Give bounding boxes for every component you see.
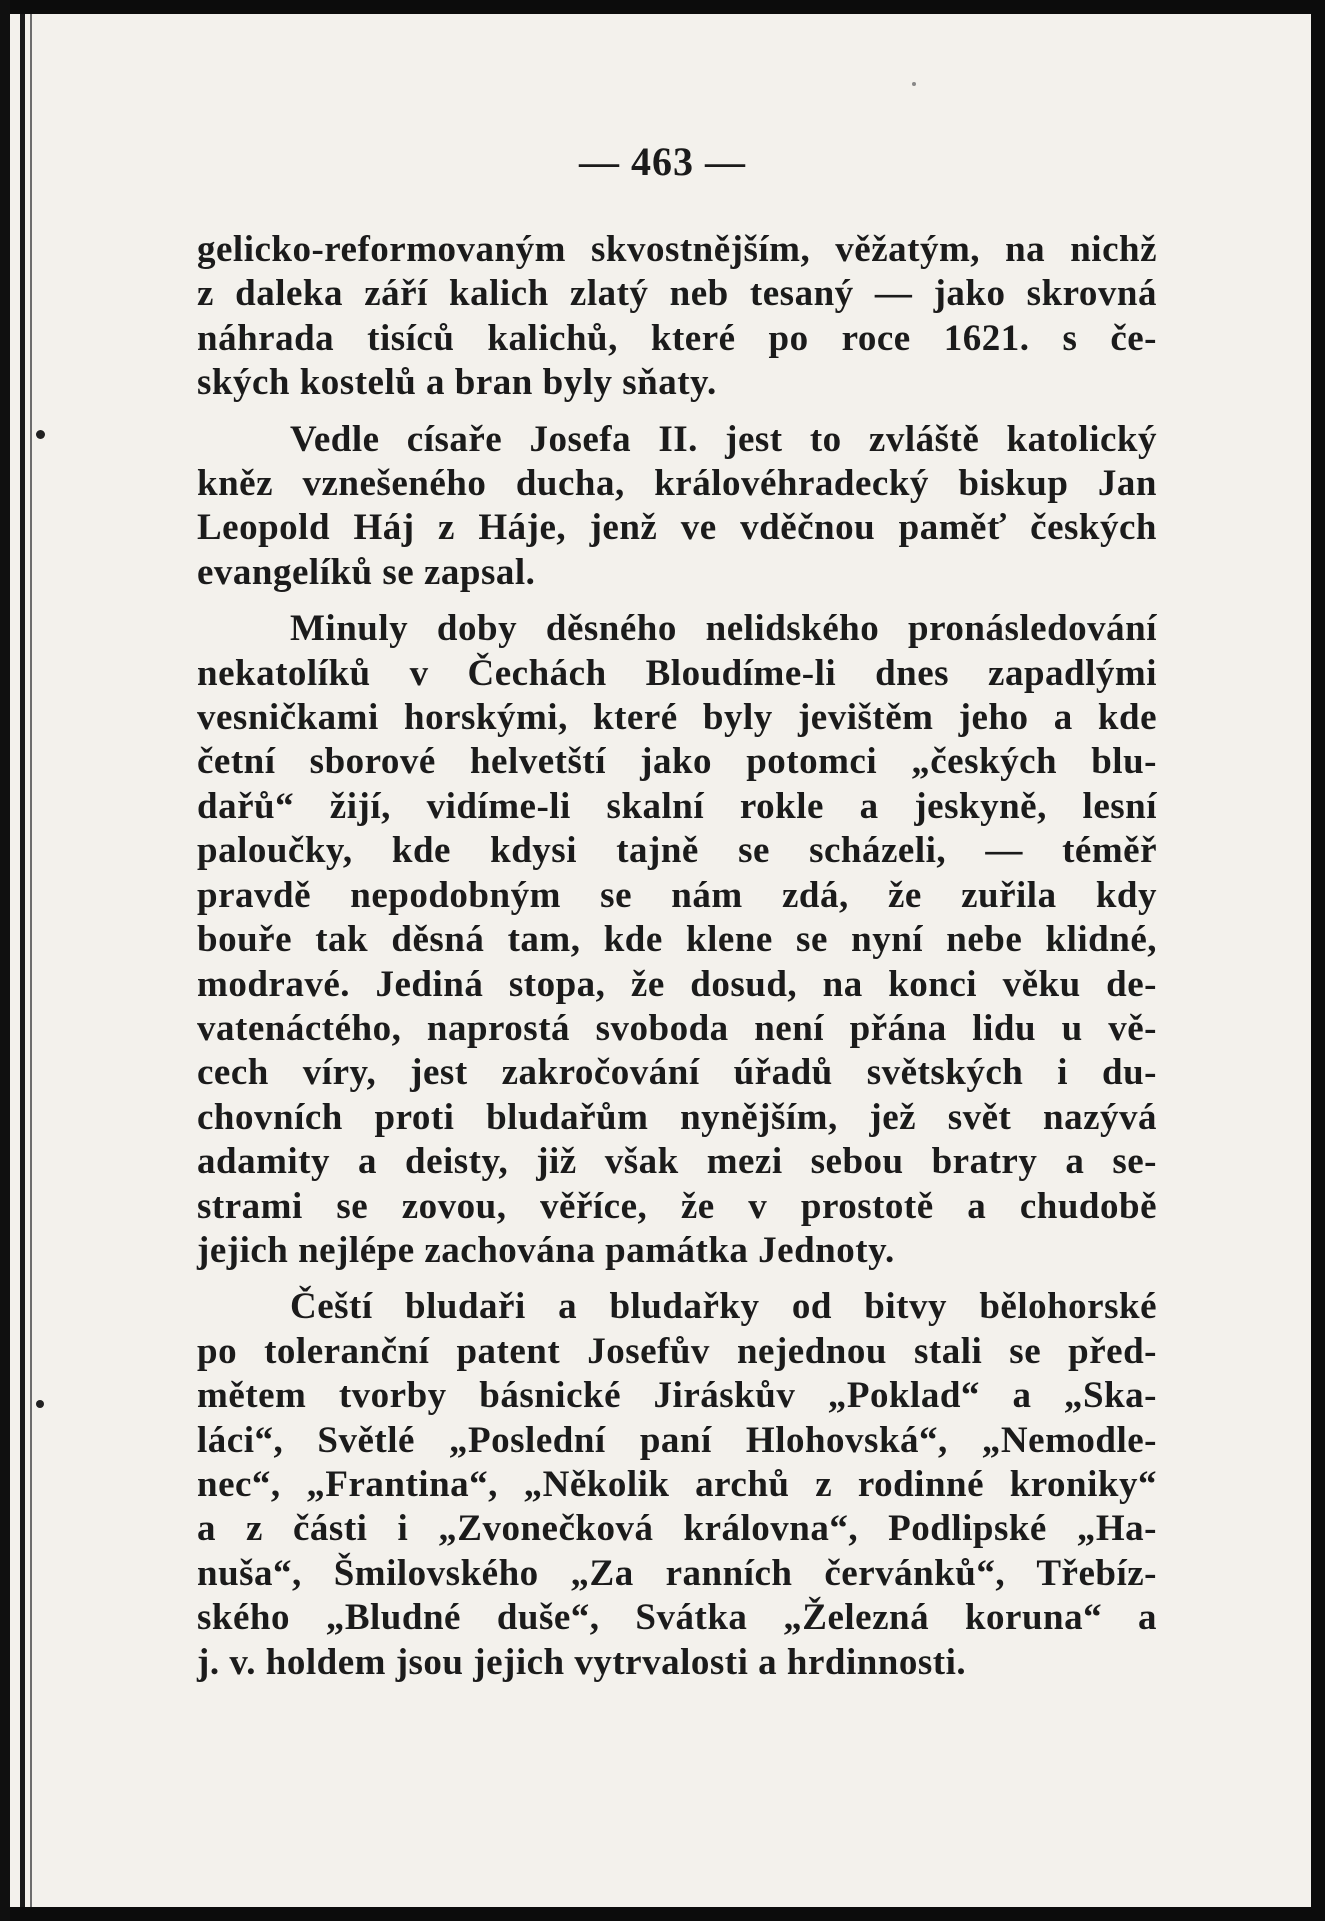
paragraph bbox=[197, 228, 1157, 406]
paragraph bbox=[197, 1285, 1157, 1685]
binding-shadow bbox=[20, 14, 25, 1907]
text-line: mětem tvorby básnické Jiráskův „Poklad“ a „Ska- bbox=[197, 1375, 1157, 1417]
text-line: Vedle císaře Josefa II. jest to zvláště katolický bbox=[290, 418, 1157, 460]
text-line: strami se zovou, věříce, že v prostotě a chudobě bbox=[197, 1185, 1157, 1227]
text-line: nec“, „Frantina“, „Několik archů z rodinné kroniky“ bbox=[197, 1463, 1157, 1505]
text-line: evangelíků se zapsal. bbox=[197, 551, 536, 593]
text-line: modravé. Jediná stopa, že dosud, na konci věku de- bbox=[197, 963, 1157, 1005]
text-line: Leopold Háj z Háje, jenž ve vděčnou paměť českých bbox=[197, 507, 1157, 549]
text-line: nuša“, Šmilovského „Za ranních červánků“, Třebíz- bbox=[197, 1552, 1157, 1594]
text-line: ského „Bludné duše“, Svátka „Železná koruna“ a bbox=[197, 1597, 1157, 1639]
scan-speck bbox=[912, 82, 916, 86]
text-line: vesničkami horskými, které byly jevištěm jeho a kde bbox=[197, 697, 1157, 739]
text-line: nekatolíků v Čechách Bloudíme-li dnes zapadlými bbox=[197, 652, 1157, 694]
body-text bbox=[197, 228, 1157, 1685]
text-line: z daleka září kalich zlatý neb tesaný — jako skrovná bbox=[197, 273, 1157, 315]
text-line: vatenáctého, naprostá svoboda není přána lidu u vě- bbox=[197, 1007, 1157, 1049]
scan-edge-right bbox=[1311, 0, 1325, 1921]
text-line: četní sborové helvetští jako potomci „českých blu- bbox=[197, 741, 1157, 783]
scan-speck bbox=[36, 1400, 44, 1408]
text-line: jejich nejlépe zachována památka Jednoty. bbox=[197, 1229, 895, 1271]
text-line: náhrada tisíců kalichů, které po roce 1621. s če- bbox=[197, 317, 1157, 359]
binding-shadow-inner bbox=[30, 14, 32, 1907]
scan-edge-top bbox=[0, 0, 1325, 14]
text-line: láci“, Světlé „Poslední paní Hlohovská“, „Nemodle- bbox=[197, 1419, 1157, 1461]
text-line: po toleranční patent Josefův nejednou stali se před- bbox=[197, 1330, 1157, 1372]
page-number: — 463 — bbox=[579, 139, 746, 184]
text-line: paloučky, kde kdysi tajně se scházeli, — téměř bbox=[197, 830, 1157, 872]
paragraph bbox=[197, 607, 1157, 1273]
text-line: gelicko-reformovaným skvostnějším, věžatým, na nichž bbox=[197, 229, 1157, 270]
text-line: pravdě nepodobným se nám zdá, že zuřila kdy bbox=[197, 874, 1157, 916]
text-line: ských kostelů a bran byly sňaty. bbox=[197, 362, 717, 404]
text-line: Čeští bludaři a bludařky od bitvy bělohorské bbox=[290, 1286, 1157, 1328]
text-line: bouře tak děsná tam, kde klene se nyní nebe klidné, bbox=[197, 919, 1157, 961]
scan-edge-left bbox=[0, 0, 10, 1921]
text-line: cech víry, jest zakročování úřadů světských i du- bbox=[197, 1052, 1157, 1094]
scan-edge-bottom bbox=[0, 1907, 1325, 1921]
scan-speck bbox=[36, 430, 45, 439]
text-line: dařů“ žijí, vidíme-li skalní rokle a jeskyně, lesní bbox=[197, 785, 1157, 827]
paragraph bbox=[197, 418, 1157, 596]
text-line: a z části i „Zvonečková královna“, Podlipské „Ha- bbox=[197, 1508, 1157, 1550]
text-line: Minuly doby děsného nelidského pronásledování bbox=[290, 608, 1157, 650]
text-line: kněz vznešeného ducha, královéhradecký biskup Jan bbox=[197, 463, 1157, 505]
text-line: chovních proti bludařům nynějším, jež svět nazývá bbox=[197, 1096, 1157, 1138]
text-line: j. v. holdem jsou jejich vytrvalosti a hrdinnosti. bbox=[197, 1641, 967, 1683]
text-line: adamity a deisty, již však mezi sebou bratry a se- bbox=[197, 1141, 1157, 1183]
